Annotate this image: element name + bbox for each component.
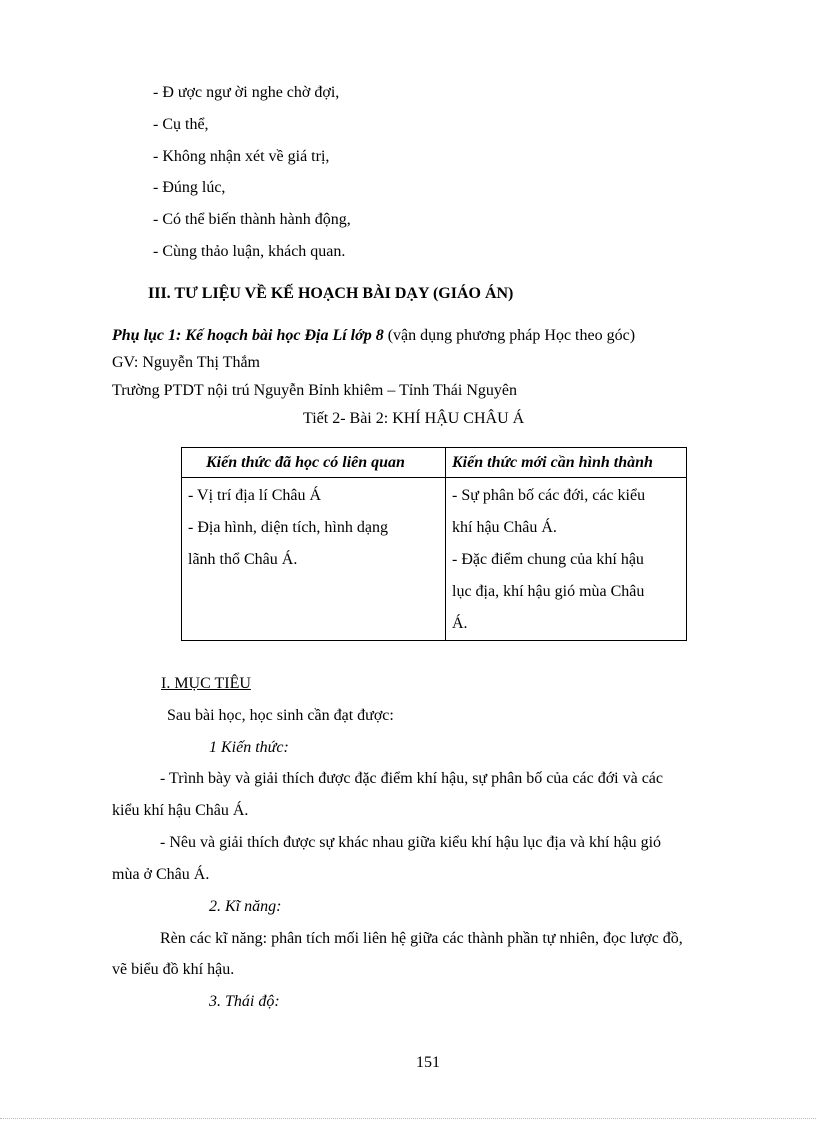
appendix-subtitle: (vận dụng phương pháp Học theo góc) xyxy=(383,327,636,344)
skills-heading: 2. Kĩ năng: xyxy=(209,898,282,915)
table-cell-line: - Vị trí địa lí Châu Á xyxy=(188,487,322,504)
bullet-item: - Đúng lúc, xyxy=(153,179,226,196)
school-name: Trường PTDT nội trú Nguyễn Bỉnh khiêm – Tỉnh Thái Nguyên xyxy=(112,382,517,399)
table-cell-line: - Sự phân bố các đới, các kiểu xyxy=(452,487,646,504)
table-cell-line: - Địa hình, diện tích, hình dạng xyxy=(188,519,388,536)
page-number: 151 xyxy=(416,1054,440,1071)
appendix-title: Phụ lục 1: Kế hoạch bài học Địa Lí lớp 8 xyxy=(112,327,384,344)
appendix-line xyxy=(112,326,635,346)
bullet-item: - Cùng thảo luận, khách quan. xyxy=(153,243,346,260)
table-cell-new xyxy=(446,478,687,641)
bullet-item: - Có thể biến thành hành động, xyxy=(153,211,351,228)
table-cell-line: khí hậu Châu Á. xyxy=(452,519,557,536)
knowledge-line: mùa ở Châu Á. xyxy=(112,866,210,883)
knowledge-line: - Trình bày và giải thích được đặc điểm khí hậu, sự phân bố của các đới và các xyxy=(160,770,664,787)
table-cell-prior xyxy=(182,478,446,641)
objectives-heading: I. MỤC TIÊU xyxy=(161,675,251,692)
table-cell-line: lục địa, khí hậu gió mùa Châu xyxy=(452,583,645,600)
knowledge-line: - Nêu và giải thích được sự khác nhau giữa kiểu khí hậu lục địa và khí hậu gió xyxy=(160,834,662,851)
skills-line: vẽ biểu đồ khí hậu. xyxy=(112,961,235,978)
table-cell-line: - Đặc điểm chung của khí hậu xyxy=(452,551,644,568)
attitude-heading: 3. Thái độ: xyxy=(209,993,280,1010)
table-cell-line: lãnh thổ Châu Á. xyxy=(188,551,298,568)
table-header-row xyxy=(182,448,687,478)
section-heading: III. TƯ LIỆU VỀ KẾ HOẠCH BÀI DẠY (GIÁO ÁN) xyxy=(148,285,514,302)
bullet-item: - Không nhận xét về giá trị, xyxy=(153,148,330,165)
teacher-name: GV: Nguyễn Thị Thắm xyxy=(112,354,260,371)
knowledge-table xyxy=(181,447,687,641)
objectives-intro: Sau bài học, học sinh cần đạt được: xyxy=(167,707,394,724)
bullet-item: - Cụ thể, xyxy=(153,116,209,133)
table-row xyxy=(182,478,687,641)
knowledge-heading: 1 Kiến thức: xyxy=(209,739,289,756)
skills-line: Rèn các kĩ năng: phân tích mối liên hệ giữa các thành phần tự nhiên, đọc lược đồ, xyxy=(160,930,683,947)
bullet-item: - Đ ược ngư ời nghe chờ đợi, xyxy=(153,84,340,101)
table-header-prior: Kiến thức đã học có liên quan xyxy=(182,448,446,478)
table-cell-line: Á. xyxy=(452,615,468,632)
table-header-new: Kiến thức mới cần hình thành xyxy=(446,448,687,478)
page-bottom-rule xyxy=(0,1118,816,1119)
lesson-title: Tiết 2- Bài 2: KHÍ HẬU CHÂU Á xyxy=(303,410,525,427)
knowledge-line: kiểu khí hậu Châu Á. xyxy=(112,802,249,819)
